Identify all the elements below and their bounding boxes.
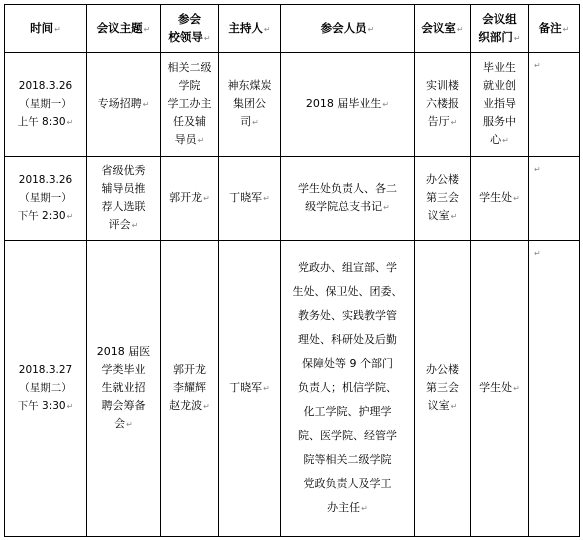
cell-leaders: 郭开龙↵ — [161, 157, 219, 241]
cell-leaders: 郭开龙 李耀辉 赵龙波↵ — [161, 241, 219, 537]
cell-leaders: 相关二级 学院 学工办主 任及辅 导员↵ — [161, 53, 219, 157]
cell-organizer: 毕业生 就业创 业指导 服务中 心↵ — [471, 53, 529, 157]
header-leaders: 参会 校领导↵ — [161, 5, 219, 53]
cell-time: 2018.3.26 （星期一） 上午 8:30↵ — [5, 53, 87, 157]
cell-time: 2018.3.27 （星期二） 下午 3:30↵ — [5, 241, 87, 537]
table-row — [5, 241, 580, 537]
table-row — [5, 157, 580, 241]
cell-organizer: 学生处↵ — [471, 241, 529, 537]
cell-topic: 2018 届医 学类毕业 生就业招 聘会筹备 会↵ — [87, 241, 161, 537]
cell-room: 办公楼 第三会 议室↵ — [415, 157, 471, 241]
cell-organizer: 学生处↵ — [471, 157, 529, 241]
cell-topic: 专场招聘↵ — [87, 53, 161, 157]
header-remark: 备注↵ — [529, 5, 580, 53]
cell-room: 办公楼 第三会 议室↵ — [415, 241, 471, 537]
header-room: 会议室↵ — [415, 5, 471, 53]
meeting-schedule-table — [4, 4, 580, 537]
header-time: 时间↵ — [5, 5, 87, 53]
cell-attendees: 2018 届毕业生↵ — [281, 53, 415, 157]
cell-attendees: 学生处负责人、各二 级学院总支书记↵ — [281, 157, 415, 241]
header-attendees: 参会人员↵ — [281, 5, 415, 53]
cell-host: 丁晓军↵ — [219, 241, 281, 537]
cell-host: 丁晓军↵ — [219, 157, 281, 241]
cell-room: 实训楼 六楼报 告厅↵ — [415, 53, 471, 157]
header-topic: 会议主题↵ — [87, 5, 161, 53]
cell-remark: ↵ — [529, 53, 580, 157]
header-host: 主持人↵ — [219, 5, 281, 53]
cell-time: 2018.3.26 （星期一） 下午 2:30↵ — [5, 157, 87, 241]
table-row — [5, 53, 580, 157]
header-row — [5, 5, 580, 53]
cell-host: 神东煤炭 集团公 司↵ — [219, 53, 281, 157]
cell-remark: ↵ — [529, 157, 580, 241]
cell-topic: 省级优秀 辅导员推 荐人选联 评会↵ — [87, 157, 161, 241]
cell-attendees: 党政办、组宣部、学 生处、保卫处、团委、 教务处、实践教学管 理处、科研处及后勤 保障处等 9 个部门 负责人；机信学院、 化工学院、护理学 院、医学院、经管学 院等相关二级学院 党政负责人及学工 办主任↵ — [281, 241, 415, 537]
cell-remark: ↵ — [529, 241, 580, 537]
header-organizer: 会议组 织部门↵ — [471, 5, 529, 53]
